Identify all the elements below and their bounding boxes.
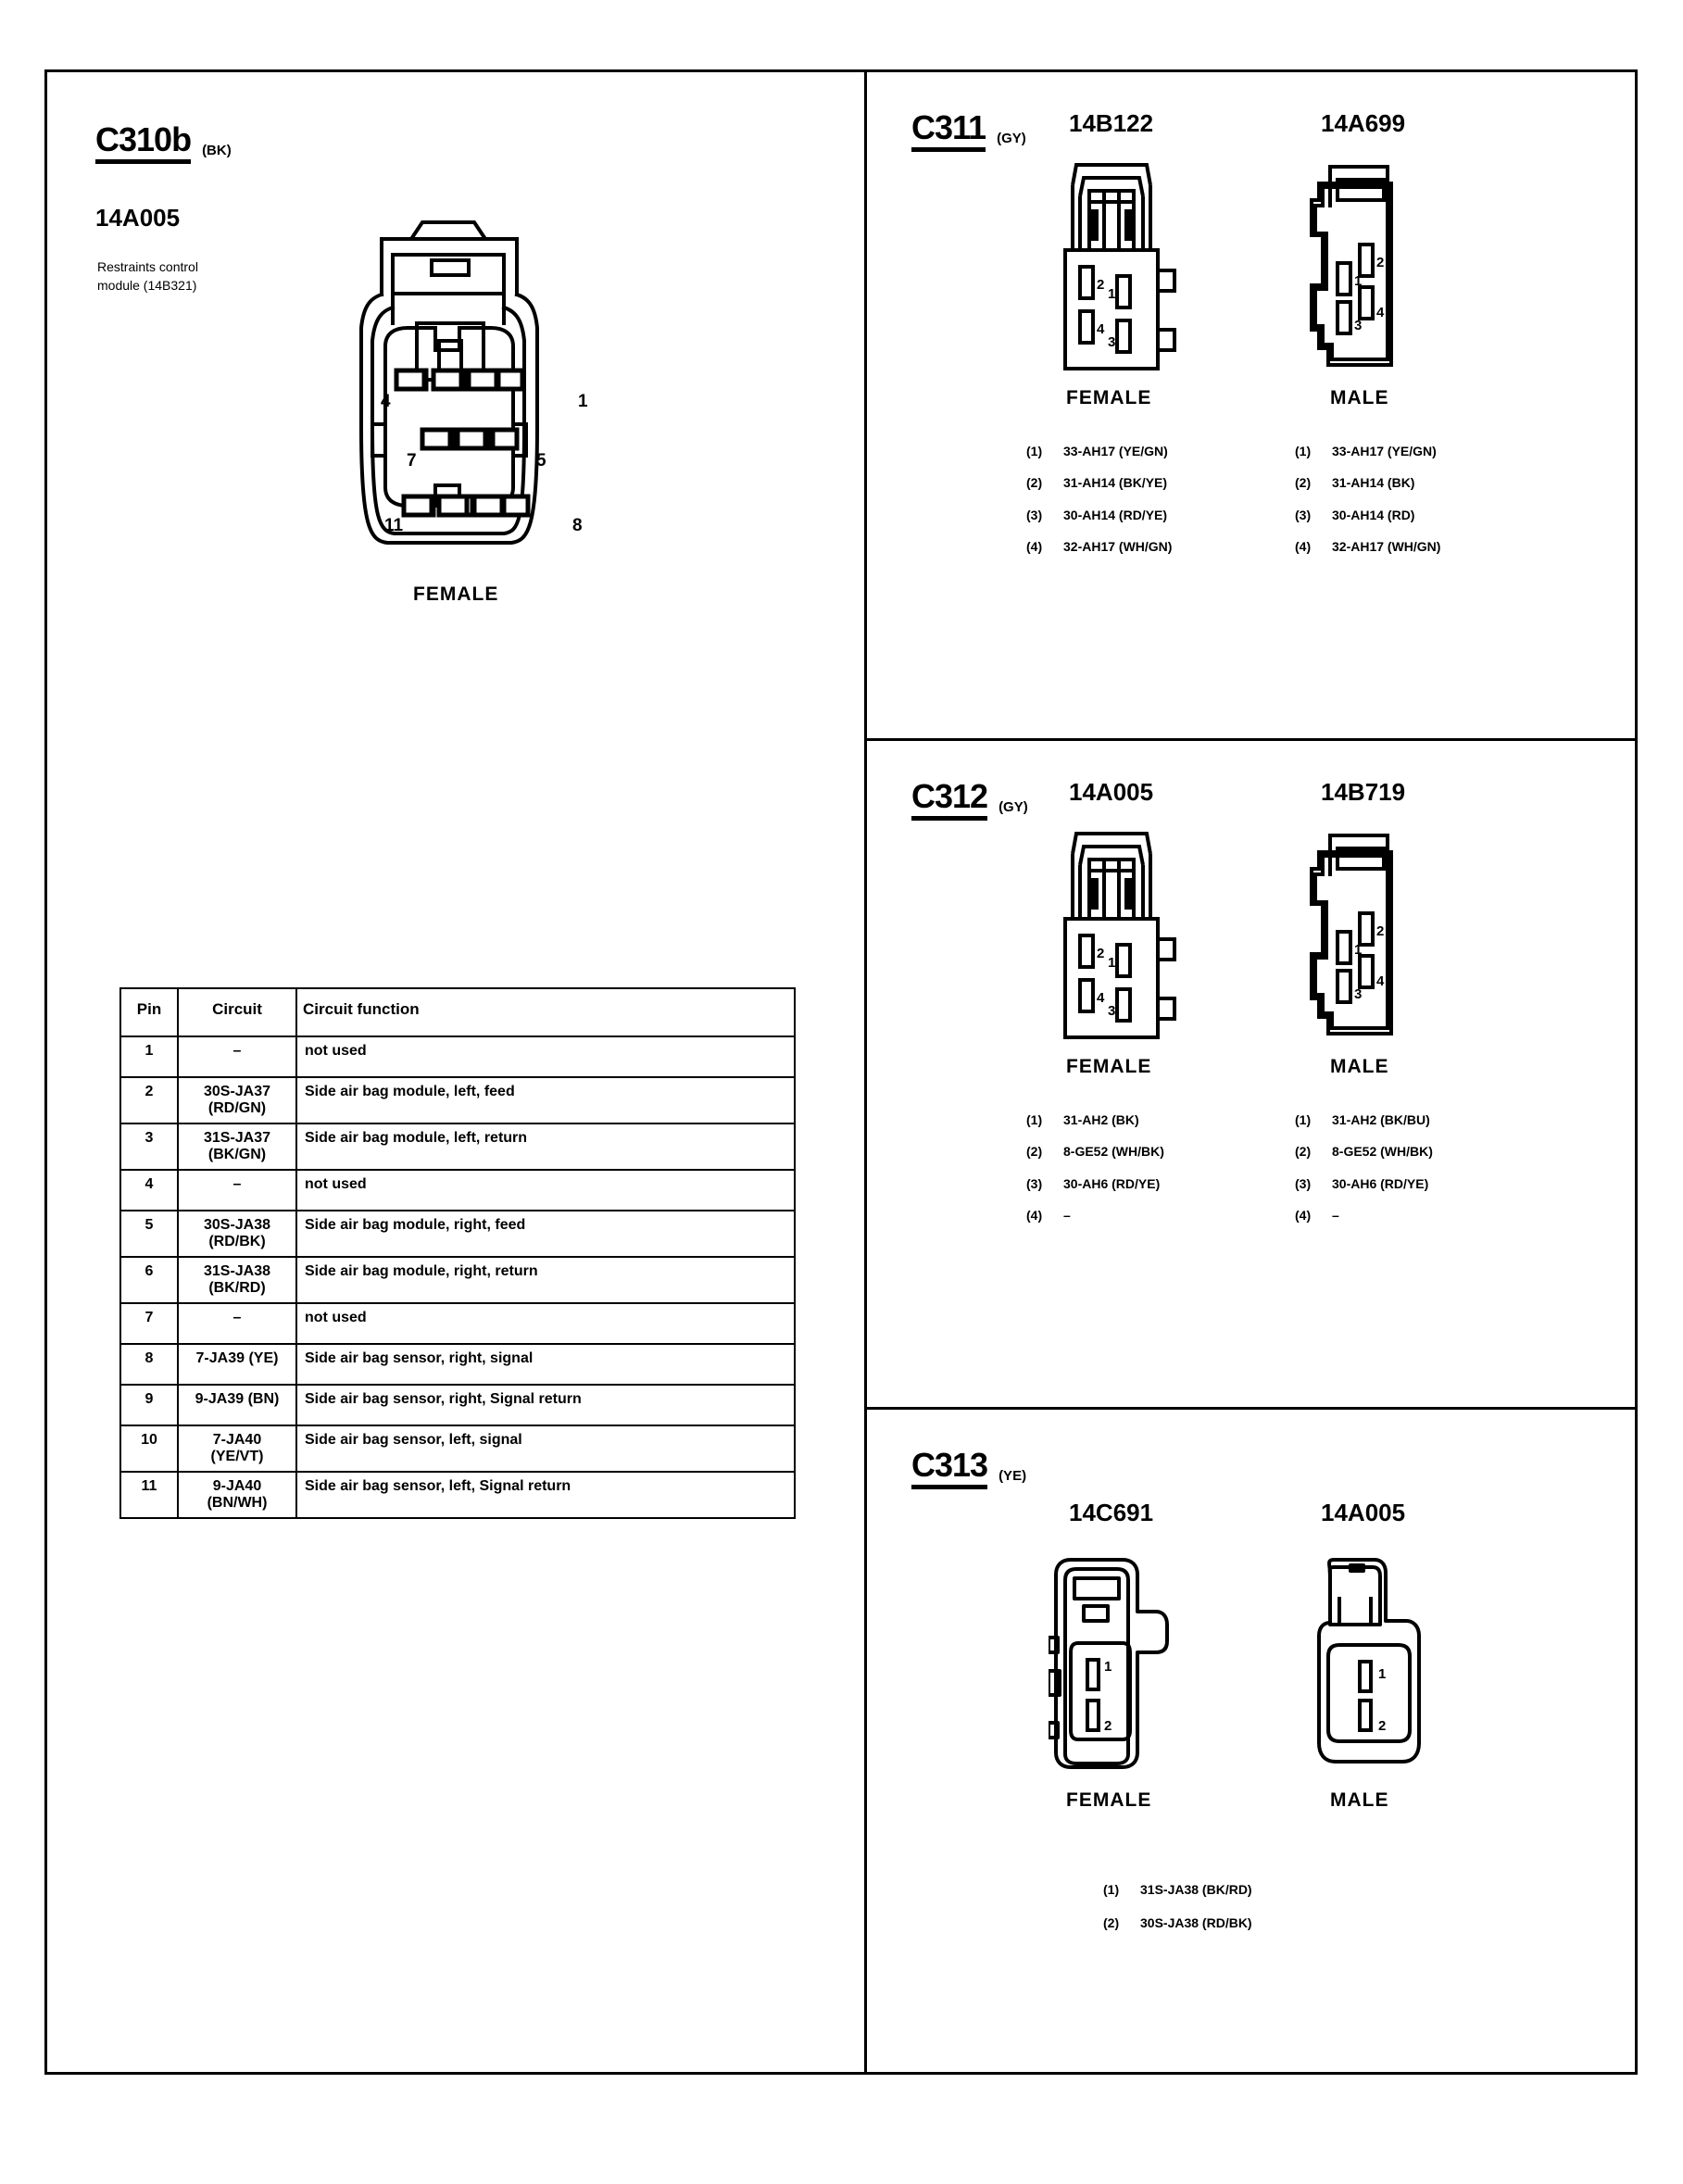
circuit-value: 31-AH14 (BK/YE) <box>1063 475 1168 491</box>
circuit-index: (3) <box>1295 507 1312 522</box>
circuit-secondary: (BK/RD) <box>208 1280 266 1296</box>
connector-color-c313: (YE) <box>998 1468 1027 1484</box>
panel-c310b <box>47 72 867 2072</box>
circuit-row <box>1026 1104 1164 1136</box>
cell-circuit <box>178 1472 296 1518</box>
gender-label-14b719: MALE <box>1330 1056 1389 1077</box>
cell-pin: 1 <box>120 1036 178 1077</box>
gender-label-14c691: FEMALE <box>1066 1789 1152 1811</box>
circuit-secondary: (RD/BK) <box>208 1234 266 1249</box>
circuit-value: 30-AH14 (RD) <box>1332 507 1415 522</box>
table-body <box>120 1036 795 1518</box>
cell-function: Side air bag sensor, left, Signal return <box>296 1472 795 1518</box>
svg-text:1: 1 <box>1108 955 1116 971</box>
circuit-primary: 30S-JA38 <box>203 1217 271 1233</box>
circuit-value: 30-AH6 (RD/YE) <box>1063 1175 1161 1191</box>
svg-text:4: 4 <box>1376 305 1385 320</box>
circuit-row <box>1295 435 1440 467</box>
circuit-secondary: (BK/GN) <box>207 1147 267 1162</box>
circuit-list-14a005-c312 <box>1026 1104 1164 1231</box>
pin-callout-11: 11 <box>384 516 404 535</box>
table-row <box>120 1257 795 1303</box>
part-number-14a699: 14A699 <box>1321 109 1406 137</box>
connector-cavity-grid-c310b <box>320 202 608 609</box>
svg-text:1: 1 <box>1378 1666 1387 1682</box>
svg-text:3: 3 <box>1108 334 1116 350</box>
svg-text:3: 3 <box>1108 1003 1116 1019</box>
circuit-index: (2) <box>1026 475 1043 491</box>
circuit-value: 30-AH6 (RD/YE) <box>1332 1175 1429 1191</box>
circuit-row <box>1295 467 1440 498</box>
pin-callout-4: 4 <box>381 392 391 411</box>
table-row <box>120 1385 795 1425</box>
panel-c311 <box>867 72 1635 741</box>
svg-text:2: 2 <box>1104 1718 1112 1734</box>
svg-text:2: 2 <box>1097 277 1105 293</box>
circuit-index: (4) <box>1026 538 1043 554</box>
cell-function: Side air bag module, left, return <box>296 1123 795 1170</box>
connector-color-c310b: (BK) <box>202 143 232 158</box>
column-header-circuit: Circuit <box>178 988 296 1036</box>
svg-text:3: 3 <box>1354 318 1363 333</box>
circuit-value: 31-AH2 (BK/BU) <box>1332 1112 1430 1127</box>
circuit-row <box>1026 435 1172 467</box>
svg-text:2: 2 <box>1378 1718 1387 1734</box>
circuit-value: 33-AH17 (YE/GN) <box>1063 444 1168 458</box>
circuit-primary: 30S-JA37 <box>203 1084 271 1099</box>
table-row <box>120 1344 795 1385</box>
circuit-secondary: (BN/WH) <box>207 1495 268 1511</box>
table-row <box>120 1472 795 1518</box>
cell-pin: 4 <box>120 1170 178 1211</box>
connector-id-c310b: C310b <box>95 123 191 164</box>
connector-face-14c691 <box>1049 1541 1234 1782</box>
cell-pin: 3 <box>120 1123 178 1170</box>
circuit-index: (4) <box>1295 538 1312 554</box>
circuit-row <box>1295 499 1440 531</box>
cell-pin: 11 <box>120 1472 178 1518</box>
circuit-secondary: (YE/VT) <box>210 1449 264 1464</box>
cell-circuit <box>178 1344 296 1385</box>
connector-face-14a005-c313 <box>1302 1541 1488 1782</box>
circuit-primary: – <box>232 1043 242 1059</box>
circuit-row <box>1026 531 1172 562</box>
circuit-index: (1) <box>1103 1882 1120 1897</box>
cell-circuit <box>178 1123 296 1170</box>
circuit-index: (4) <box>1026 1207 1043 1223</box>
circuit-index: (2) <box>1103 1915 1120 1931</box>
circuit-row <box>1103 1873 1252 1906</box>
svg-text:1: 1 <box>1354 942 1363 958</box>
table-row <box>120 1077 795 1123</box>
circuit-primary: 9-JA39 (BN) <box>195 1391 280 1407</box>
connector-heading-c312 <box>911 777 1028 821</box>
circuit-primary: 9-JA40 <box>212 1478 262 1494</box>
circuit-primary: 31S-JA37 <box>203 1130 271 1146</box>
pin-callout-7: 7 <box>407 451 417 471</box>
cell-pin: 7 <box>120 1303 178 1344</box>
connector-description-c310b <box>97 257 198 295</box>
cell-function: Side air bag sensor, right, signal <box>296 1344 795 1385</box>
circuit-row <box>1295 531 1440 562</box>
connector-face-14a005-c312 <box>1056 822 1232 1045</box>
connector-color-c312: (GY) <box>998 799 1028 815</box>
circuit-row <box>1295 1136 1433 1167</box>
connector-color-c311: (GY) <box>997 131 1026 146</box>
cell-pin: 6 <box>120 1257 178 1303</box>
circuit-primary: 7-JA40 <box>212 1432 262 1448</box>
circuit-index: (1) <box>1026 1112 1043 1127</box>
cell-circuit <box>178 1211 296 1257</box>
right-column <box>867 72 1635 2072</box>
connector-face-14a699 <box>1302 154 1478 376</box>
part-number-14b719: 14B719 <box>1321 778 1406 806</box>
svg-text:2: 2 <box>1097 946 1105 961</box>
gender-label-14b122: FEMALE <box>1066 387 1152 408</box>
connector-id-c313: C313 <box>911 1449 987 1489</box>
circuit-value: 8-GE52 (WH/BK) <box>1332 1144 1433 1160</box>
svg-text:1: 1 <box>1104 1659 1112 1675</box>
circuit-index: (3) <box>1026 1175 1043 1191</box>
circuit-primary: – <box>232 1310 242 1325</box>
svg-text:4: 4 <box>1097 990 1105 1006</box>
circuit-index: (3) <box>1295 1175 1312 1191</box>
circuit-value: 32-AH17 (WH/GN) <box>1063 538 1173 554</box>
connector-face-14b719 <box>1302 822 1478 1045</box>
table-header-row <box>120 988 795 1036</box>
circuit-value: 31S-JA38 (BK/RD) <box>1140 1882 1252 1897</box>
circuit-row <box>1026 1199 1164 1231</box>
circuit-row <box>1295 1168 1433 1199</box>
circuit-index: (2) <box>1295 475 1312 491</box>
circuit-value: 30S-JA38 (RD/BK) <box>1140 1915 1252 1931</box>
column-header-pin: Pin <box>120 988 178 1036</box>
pin-callout-1: 1 <box>578 392 588 411</box>
circuit-row <box>1026 1136 1164 1167</box>
description-line-2: module (14B321) <box>97 278 197 294</box>
circuit-row <box>1026 499 1172 531</box>
pin-callout-5: 5 <box>536 451 546 471</box>
table-row <box>120 1425 795 1472</box>
cell-pin: 8 <box>120 1344 178 1385</box>
circuit-row <box>1026 467 1172 498</box>
cell-pin: 5 <box>120 1211 178 1257</box>
wiring-diagram-page <box>44 69 1638 2075</box>
connector-id-c311: C311 <box>911 111 986 152</box>
connector-heading-c310b <box>95 120 232 164</box>
circuit-value: 8-GE52 (WH/BK) <box>1063 1144 1164 1160</box>
circuit-index: (2) <box>1026 1144 1043 1160</box>
circuit-index: (1) <box>1295 444 1312 458</box>
description-line-1: Restraints control <box>97 259 198 274</box>
cell-function: Side air bag sensor, right, Signal return <box>296 1385 795 1425</box>
pin-function-table <box>119 987 796 1519</box>
svg-text:2: 2 <box>1376 923 1385 939</box>
part-number-c310b: 14A005 <box>95 204 181 232</box>
circuit-value: 31-AH2 (BK) <box>1063 1112 1139 1127</box>
circuit-index: (1) <box>1295 1112 1312 1127</box>
cell-function: not used <box>296 1170 795 1211</box>
svg-text:1: 1 <box>1354 273 1363 289</box>
circuit-row <box>1295 1104 1433 1136</box>
gender-label-14a699: MALE <box>1330 387 1389 408</box>
table-row <box>120 1123 795 1170</box>
cell-pin: 10 <box>120 1425 178 1472</box>
circuit-list-14b719 <box>1295 1104 1433 1231</box>
cell-circuit <box>178 1257 296 1303</box>
svg-text:3: 3 <box>1354 986 1363 1002</box>
circuit-value: – <box>1063 1207 1071 1223</box>
gender-label-14a005-c312: FEMALE <box>1066 1056 1152 1077</box>
circuit-value: 31-AH14 (BK) <box>1332 475 1415 491</box>
cell-circuit <box>178 1385 296 1425</box>
cell-circuit <box>178 1303 296 1344</box>
connector-id-c312: C312 <box>911 780 987 821</box>
cell-function: Side air bag module, right, feed <box>296 1211 795 1257</box>
svg-text:4: 4 <box>1376 973 1385 989</box>
cell-circuit <box>178 1036 296 1077</box>
connector-heading-c311 <box>911 108 1026 152</box>
part-number-14a005-c312: 14A005 <box>1069 778 1154 806</box>
connector-face-14b122 <box>1056 154 1232 376</box>
cell-function: Side air bag module, right, return <box>296 1257 795 1303</box>
part-number-14a005-c313: 14A005 <box>1321 1499 1406 1526</box>
column-header-circuit-function: Circuit function <box>296 988 795 1036</box>
circuit-primary: 7-JA39 (YE) <box>195 1350 279 1366</box>
circuit-value: – <box>1332 1207 1339 1223</box>
svg-text:1: 1 <box>1108 286 1116 302</box>
part-number-14b122: 14B122 <box>1069 109 1154 137</box>
table-row <box>120 1303 795 1344</box>
cell-pin: 9 <box>120 1385 178 1425</box>
circuit-index: (3) <box>1026 507 1043 522</box>
connector-heading-c313 <box>911 1446 1027 1489</box>
gender-label-c310b: FEMALE <box>413 584 499 605</box>
circuit-value: 30-AH14 (RD/YE) <box>1063 507 1168 522</box>
pin-callout-8: 8 <box>572 516 583 535</box>
circuit-row <box>1026 1168 1164 1199</box>
circuit-index: (2) <box>1295 1144 1312 1160</box>
cell-function: Side air bag module, left, feed <box>296 1077 795 1123</box>
cell-pin: 2 <box>120 1077 178 1123</box>
svg-text:4: 4 <box>1097 321 1105 337</box>
table-row <box>120 1170 795 1211</box>
circuit-value: 32-AH17 (WH/GN) <box>1332 538 1441 554</box>
table-row <box>120 1036 795 1077</box>
circuit-index: (1) <box>1026 444 1043 458</box>
cell-circuit <box>178 1425 296 1472</box>
part-number-14c691: 14C691 <box>1069 1499 1154 1526</box>
circuit-list-c313 <box>1103 1873 1252 1940</box>
cell-circuit <box>178 1077 296 1123</box>
circuit-row <box>1295 1199 1433 1231</box>
circuit-secondary: (RD/GN) <box>207 1100 267 1116</box>
circuit-list-14a699 <box>1295 435 1440 562</box>
cell-function: Side air bag sensor, left, signal <box>296 1425 795 1472</box>
gender-label-14a005-c313: MALE <box>1330 1789 1389 1811</box>
circuit-list-14b122 <box>1026 435 1172 562</box>
table-row <box>120 1211 795 1257</box>
circuit-primary: 31S-JA38 <box>203 1263 271 1279</box>
circuit-row <box>1103 1906 1252 1939</box>
cell-function: not used <box>296 1036 795 1077</box>
cell-function: not used <box>296 1303 795 1344</box>
circuit-value: 33-AH17 (YE/GN) <box>1332 444 1437 458</box>
circuit-index: (4) <box>1295 1207 1312 1223</box>
panel-c313 <box>867 1410 1635 2072</box>
panel-c312 <box>867 741 1635 1410</box>
circuit-primary: – <box>232 1176 242 1192</box>
cell-circuit <box>178 1170 296 1211</box>
svg-text:2: 2 <box>1376 255 1385 270</box>
